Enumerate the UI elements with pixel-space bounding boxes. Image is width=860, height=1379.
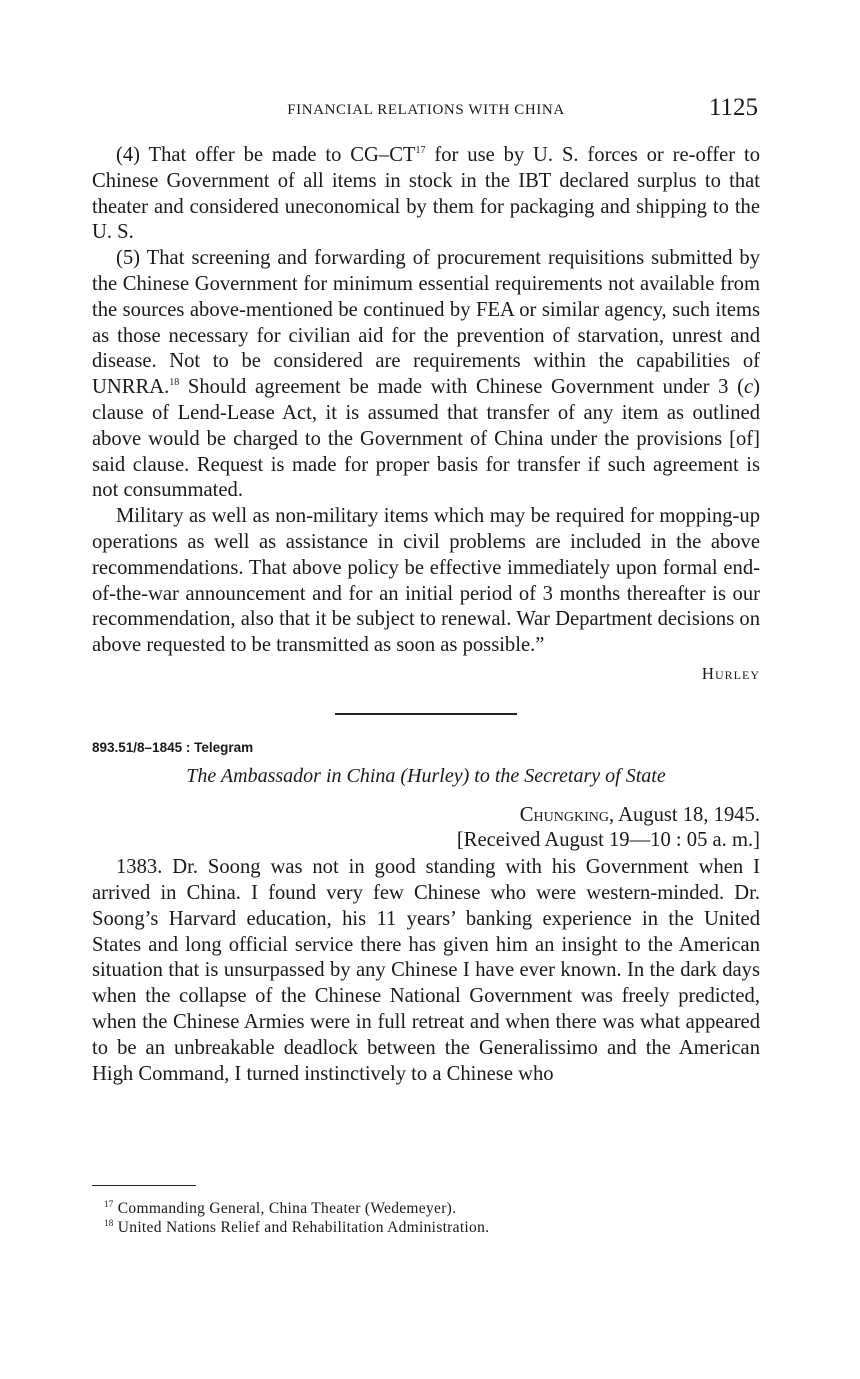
footnote-ref-18: 18 — [169, 377, 180, 389]
page-number: 1125 — [708, 94, 758, 121]
clause-letter: c — [744, 376, 754, 399]
body-text — [92, 143, 760, 1087]
footnote-18 — [104, 1218, 764, 1237]
footnote-18-mark: 18 — [104, 1218, 114, 1228]
document-title — [92, 764, 760, 790]
paragraph-5 — [92, 246, 760, 504]
footnote-rule — [92, 1185, 196, 1186]
received-line: [Received August 19—10 : 05 a. m.] — [456, 829, 760, 852]
telegram-body: 1383. Dr. Soong was not in good standing with his Government when I arrived in China. I found very few Chinese who were western-minded. Dr. Soong’s Harvard education, his 11 years’ banking experience in the United States and long official service there has given him an insight to the American situation that is unsurpassed by any Chinese I have ever known. In the dark days when the collapse of the Chinese National Government was freely predicted, when the Chinese Armies were in full retreat and when there was what appeared to be an unbreakable deadlock between the Generalissimo and the American High Command, I turned instinctively to a Chinese who — [92, 856, 760, 1085]
dateline — [92, 803, 760, 829]
paragraph-5-text-b: Should agreement be made with Chinese Government under 3 ( — [179, 376, 744, 399]
footnote-17-mark: 17 — [104, 1199, 114, 1209]
footnotes — [104, 1199, 764, 1237]
document-title-b: ) to the Secretary of State — [462, 764, 666, 787]
paragraph-4-text-b: for use by U. S. forces or re-offer to Chinese Government of all items in stock in the IBT declared surplus to that theater and considered uneconomical by them for packaging and shipping to the U. S. — [92, 144, 760, 244]
section-divider — [335, 713, 517, 715]
document-title-name: Hurley — [407, 764, 463, 787]
paragraph-5-text-a: (5) That screening and forwarding of procurement requisitions submitted by the Chinese Government for minimum essential requirements not available from the sources above-mentioned be continued by FEA or similar agency, such items as those necessary for civilian aid for the prevention of starvation, unrest and disease. Not to be considered are requirements within the capabilities of UNRRA. — [92, 247, 760, 399]
dateline-date: , August 18, 1945. — [608, 803, 760, 826]
document-title-a: The Ambassador in China ( — [186, 764, 408, 787]
paragraph-4-text-a: (4) That offer be made to CG–CT — [116, 144, 416, 166]
document-reference: 893.51/8–1845 : Telegram — [92, 739, 254, 755]
footnote-17-text: Commanding General, China Theater (Wedemeyer). — [113, 1200, 457, 1217]
dateline-place: Chungking — [519, 803, 609, 826]
footnote-17 — [104, 1199, 764, 1218]
paragraph-6: Military as well as non-military items which may be required for mopping-up operations as well as assistance in civil problems are included in the above recommendations. That above policy be effective immediately upon formal end-of-the-war announcement and for an initial period of 3 months thereafter is our recommendation, also that it be subject to renewal. War Department decisions on above requested to be transmitted as soon as possible.” — [92, 505, 760, 657]
page-header — [92, 92, 760, 126]
footnote-18-text: United Nations Relief and Rehabilitation Administration. — [113, 1219, 490, 1236]
paragraph-5-text-c: ) clause of Lend-Lease Act, it is assumed that transfer of any item as outlined above would be charged to the Government of China under the provisions [of] said clause. Request is made for proper basis for transfer if such agreement is not consummated. — [92, 376, 760, 502]
paragraph-4 — [92, 143, 760, 246]
footnote-ref-17: 17 — [415, 145, 426, 156]
signature: Hurley — [701, 663, 760, 683]
running-title: FINANCIAL RELATIONS WITH CHINA — [287, 102, 565, 118]
